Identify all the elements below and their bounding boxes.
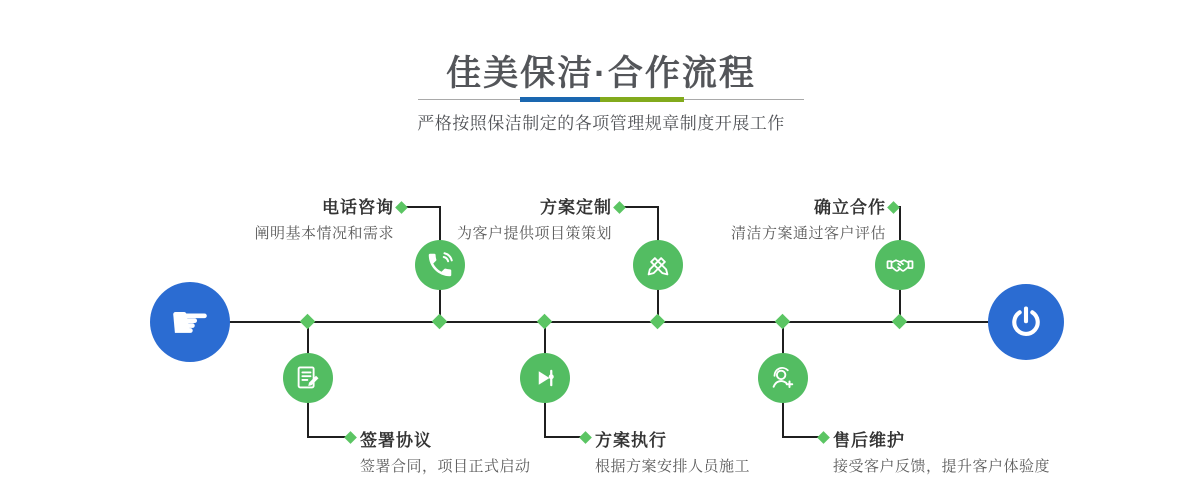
connector-line xyxy=(405,206,440,208)
timeline-node-diamond xyxy=(537,314,553,330)
execute-play-icon xyxy=(520,353,570,403)
step-desc: 根据方案安排人员施工 xyxy=(595,458,751,475)
phone-icon xyxy=(415,240,465,290)
label-diamond-marker xyxy=(344,431,357,444)
handshake-icon xyxy=(875,240,925,290)
page-subtitle: 严格按照保洁制定的各项管理规章制度开展工作 xyxy=(417,114,785,133)
step-title: 签署协议 xyxy=(360,431,432,450)
step-title: 方案执行 xyxy=(595,431,667,450)
customer-service-icon xyxy=(758,353,808,403)
step-desc: 清洁方案通过客户评估 xyxy=(730,225,886,242)
step-desc: 签署合同，项目正式启动 xyxy=(360,458,531,475)
step-label-after-sales xyxy=(833,426,1050,476)
step-label-establish-cooperation xyxy=(731,193,886,243)
pointing-hand-icon: ☛ xyxy=(169,295,211,349)
step-title: 确立合作 xyxy=(814,198,886,217)
section-header xyxy=(0,0,1202,96)
step-desc: 接受客户反馈，提升客户体验度 xyxy=(833,458,1051,475)
step-desc: 阐明基本情况和需求 xyxy=(254,225,394,242)
divider-green-segment xyxy=(600,97,684,102)
step-label-plan-execution xyxy=(595,426,750,476)
divider-blue-segment xyxy=(520,97,600,102)
step-title: 方案定制 xyxy=(540,198,612,217)
label-diamond-marker xyxy=(395,201,408,214)
step-title: 电话咨询 xyxy=(322,198,394,217)
step-desc: 为客户提供项目策策划 xyxy=(456,225,612,242)
power-icon xyxy=(1007,303,1045,341)
start-node xyxy=(150,282,230,362)
timeline-line xyxy=(200,321,1010,323)
design-pencils-icon xyxy=(633,240,683,290)
label-diamond-marker xyxy=(817,431,830,444)
contract-sign-icon xyxy=(283,353,333,403)
timeline-node-diamond xyxy=(650,314,666,330)
timeline-node-diamond xyxy=(300,314,316,330)
label-diamond-marker xyxy=(579,431,592,444)
timeline-node-diamond xyxy=(432,314,448,330)
page-title: 佳美保洁·合作流程 xyxy=(446,54,756,93)
timeline-node-diamond xyxy=(775,314,791,330)
step-label-sign-agreement xyxy=(360,426,531,476)
label-diamond-marker xyxy=(613,201,626,214)
connector-line xyxy=(623,206,658,208)
title-divider xyxy=(418,97,804,102)
step-label-phone-consult xyxy=(254,193,394,243)
step-label-plan-customize xyxy=(457,193,612,243)
label-diamond-marker xyxy=(887,201,900,214)
timeline-node-diamond xyxy=(892,314,908,330)
end-node xyxy=(988,284,1064,360)
step-title: 售后维护 xyxy=(833,431,905,450)
